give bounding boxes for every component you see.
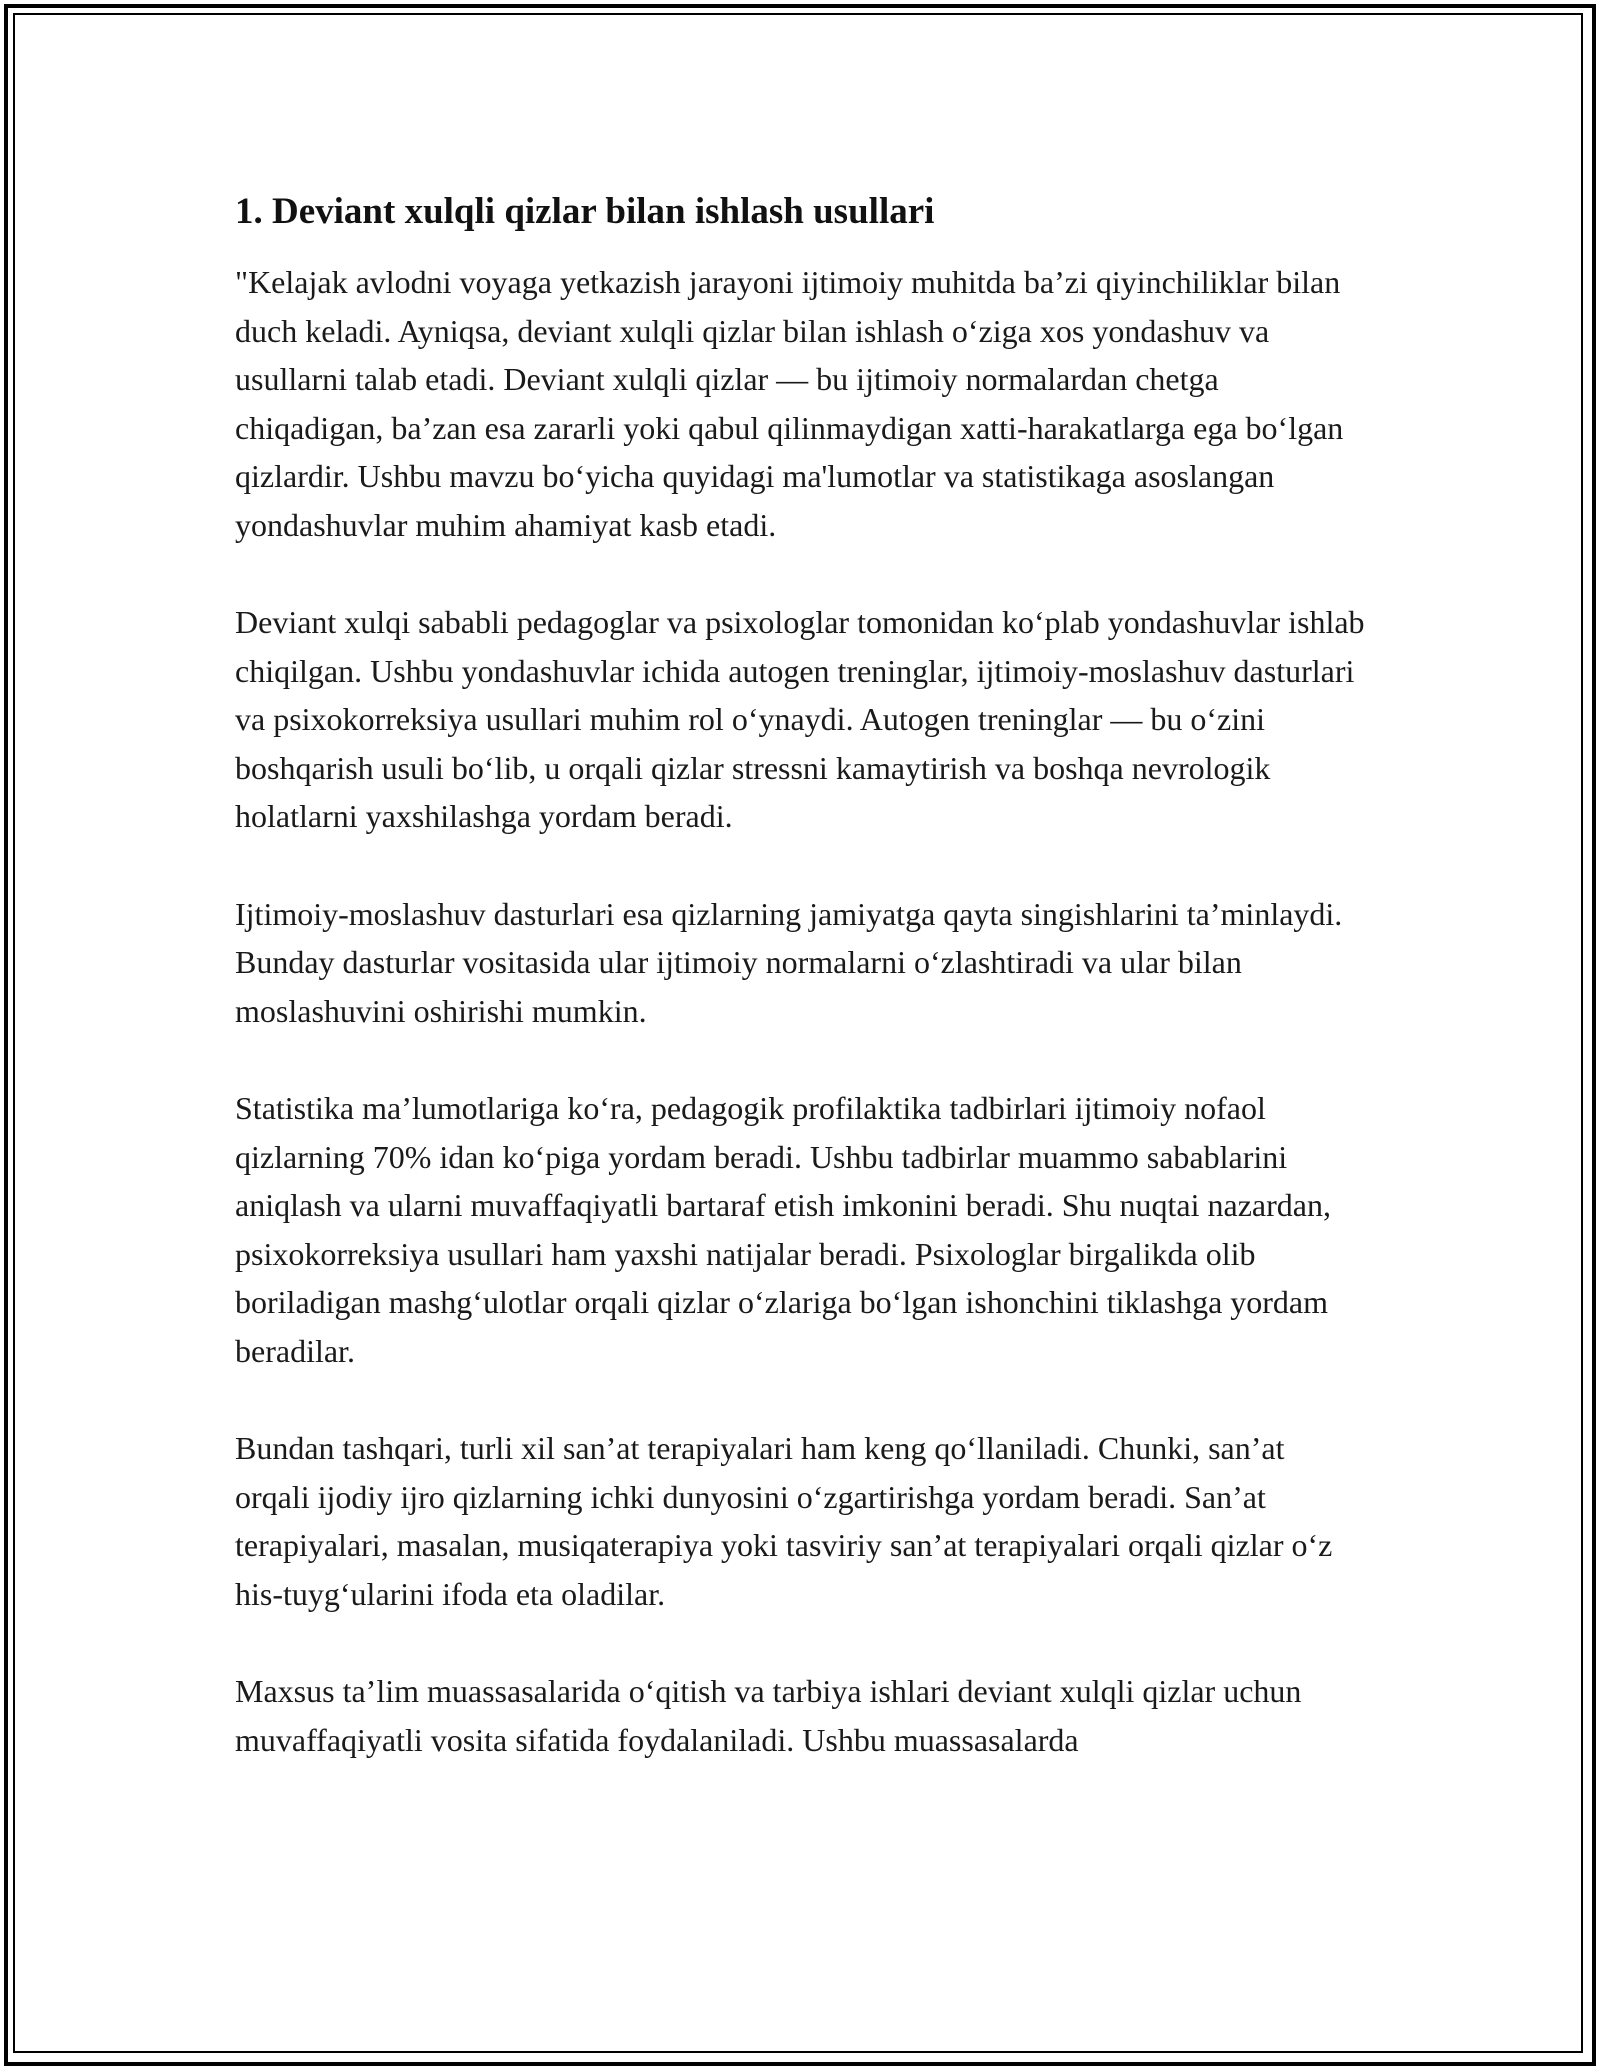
document-body bbox=[235, 188, 1365, 1764]
paragraph-5: Bundan tashqari, turli xil san’at terapiyalari ham keng qo‘llaniladi. Chunki, san’at orqali ijodiy ijro qizlarning ichki dunyosini o‘zgartirishga yordam beradi. San’at terapiyalari, masalan, musiqaterapiya yoki tasviriy san’at terapiyalari orqali qizlar o‘z his-tuyg‘ularini ifoda eta oladilar. bbox=[235, 1430, 1333, 1612]
paragraph-2: Deviant xulqi sababli pedagoglar va psixologlar tomonidan ko‘plab yondashuvlar ishlab chiqilgan. Ushbu yondashuvlar ichida autogen treninglar, ijtimoiy-moslashuv dasturlari va psixokorreksiya usullari muhim rol o‘ynaydi. Autogen treninglar — bu o‘zini boshqarish usuli bo‘lib, u orqali qizlar stressni kamaytirish va boshqa nevrologik holatlarni yaxshilashga yordam beradi. bbox=[235, 604, 1365, 834]
paragraph-6: Maxsus ta’lim muassasalarida o‘qitish va tarbiya ishlari deviant xulqli qizlar uchun muvaffaqiyatli vosita sifatida foydalaniladi. Ushbu muassasalarda bbox=[235, 1673, 1302, 1758]
section-heading: 1. Deviant xulqli qizlar bilan ishlash usullari bbox=[235, 191, 935, 232]
paragraph-1: "Kelajak avlodni voyaga yetkazish jarayoni ijtimoiy muhitda ba’zi qiyinchiliklar bilan duch keladi. Ayniqsa, deviant xulqli qizlar bilan ishlash o‘ziga xos yondashuv va usullarni talab etadi. Deviant xulqli qizlar — bu ijtimoiy normalardan chetga chiqadigan, ba’zan esa zararli yoki qabul qilinmaydigan xatti-harakatlarga ega bo‘lgan qizlardir. Ushbu mavzu bo‘yicha quyidagi ma'lumotlar va statistikaga asoslangan yondashuvlar muhim ahamiyat kasb etadi. bbox=[235, 264, 1344, 543]
paragraph-4: Statistika ma’lumotlariga ko‘ra, pedagogik profilaktika tadbirlari ijtimoiy nofaol qizlarning 70% idan ko‘piga yordam beradi. Ushbu tadbirlar muammo sabablarini aniqlash va ularni muvaffaqiyatli bartaraf etish imkonini beradi. Shu nuqtai nazardan, psixokorreksiya usullari ham yaxshi natijalar beradi. Psixologlar birgalikda olib boriladigan mashg‘ulotlar orqali qizlar o‘zlariga bo‘lgan ishonchini tiklashga yordam beradilar. bbox=[235, 1090, 1331, 1369]
paragraph-3: Ijtimoiy-moslashuv dasturlari esa qizlarning jamiyatga qayta singishlarini ta’minlaydi. Bunday dasturlar vositasida ular ijtimoiy normalarni o‘zlashtiradi va ular bilan moslashuvini oshirishi mumkin. bbox=[235, 895, 1343, 1029]
